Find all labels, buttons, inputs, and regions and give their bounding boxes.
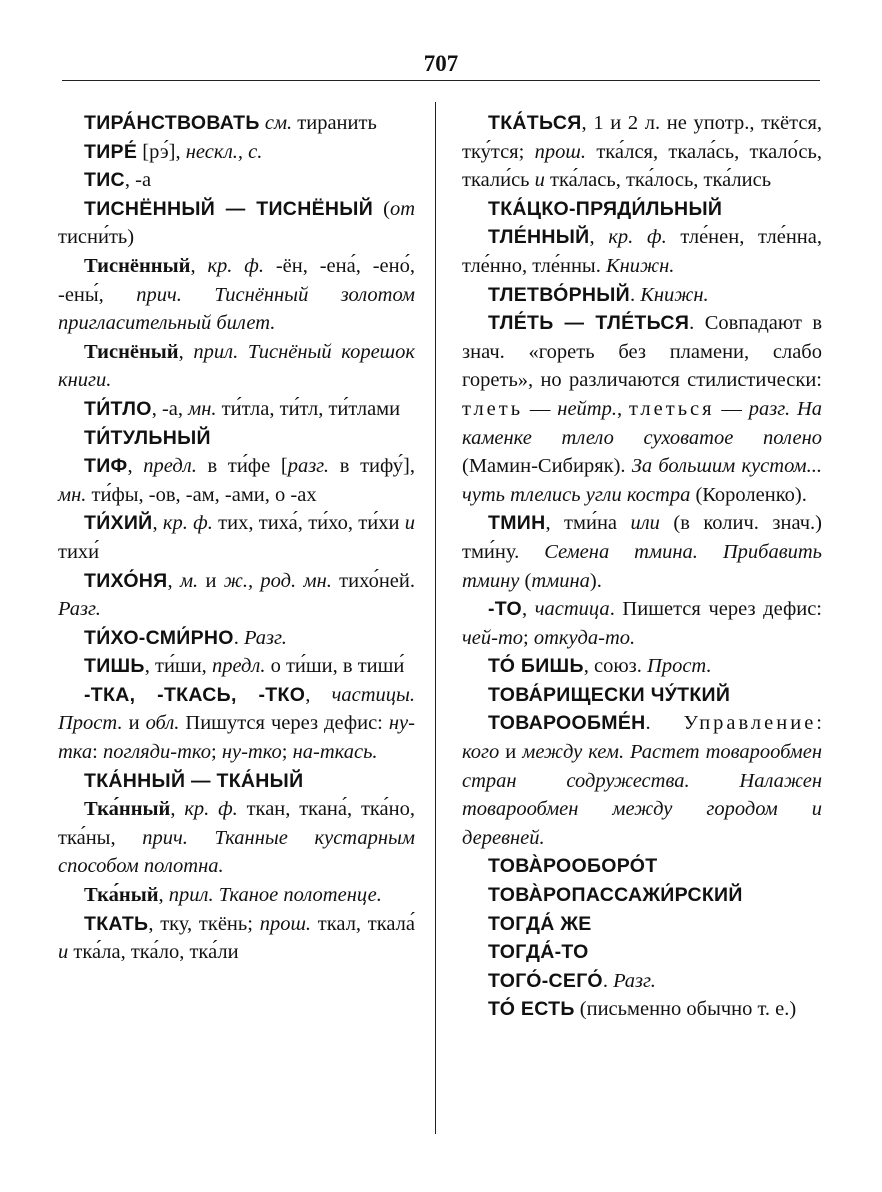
dictionary-entry xyxy=(462,652,822,681)
dictionary-entry xyxy=(462,938,822,967)
entry-text: в ти́фе [ xyxy=(196,455,288,478)
entry-text: [рэ́], xyxy=(137,140,186,163)
entry-text: . xyxy=(233,626,244,649)
entry-text: тка́ла, тка́ло, тка́ли xyxy=(68,941,239,964)
entry-text: , xyxy=(190,254,208,277)
italic-text: нескл., с. xyxy=(185,140,263,163)
dictionary-entry xyxy=(58,624,415,653)
entry-text: тиранить xyxy=(292,112,377,134)
dictionary-entry xyxy=(462,223,822,280)
headword: -ТО xyxy=(488,598,522,621)
entry-text: , -а xyxy=(124,169,152,192)
entry-text: ткал, ткала́ xyxy=(311,912,416,935)
dictionary-entry xyxy=(58,567,415,624)
entry-text: и xyxy=(198,569,224,592)
headword: ТОВА́РИЩЕСКИ ЧУ́ТКИЙ xyxy=(488,683,731,706)
entry-text: . Совпадают в знач. «гореть без пламени, слабо гореть», но различаются стилистически: xyxy=(462,312,823,392)
headword: ТО́ БИШЬ xyxy=(488,655,584,678)
italic-text: или xyxy=(630,512,660,535)
headword: ТИ́ХО-СМИ́РНО xyxy=(84,626,234,649)
entry-text: , тми́на xyxy=(545,512,631,535)
dictionary-entry xyxy=(462,309,822,509)
entry-text: . xyxy=(630,283,641,306)
entry-text: ( xyxy=(373,197,390,220)
headword: ТИХО́НЯ xyxy=(84,569,168,592)
entry-text: тихо́ней. xyxy=(331,569,415,592)
italic-text: кр. ф. xyxy=(608,226,667,249)
entry-text: , союз. xyxy=(583,655,648,678)
dictionary-entry xyxy=(58,652,415,681)
headword: ТИ́ТЛО xyxy=(84,397,152,420)
italic-text: тмина xyxy=(531,569,590,592)
entry-text: (Короленко). xyxy=(690,483,807,506)
italic-text: прич. Тканные кустарным способом полотна. xyxy=(58,826,415,878)
dictionary-entry xyxy=(58,795,415,881)
italic-text: чей-то xyxy=(462,626,524,649)
italic-text: Разг. xyxy=(243,626,287,649)
italic-text: прил. Тиснёный корешок книги. xyxy=(58,340,415,392)
italic-text: ж., род. мн. xyxy=(223,569,332,592)
headword: ТКА́ННЫЙ — ТКА́НЫЙ xyxy=(84,769,304,792)
entry-text: , xyxy=(589,226,609,249)
entry-text: ( xyxy=(519,569,532,592)
spaced-text: тлеться xyxy=(628,397,715,420)
headword: ТКА́ЦКО-ПРЯДИ́ЛЬНЫЙ xyxy=(488,197,723,220)
dictionary-entry xyxy=(462,709,822,852)
italic-text: откуда-то. xyxy=(533,626,636,649)
entry-text: , xyxy=(178,340,194,363)
dictionary-entry xyxy=(58,424,415,453)
italic-text: частицы. Прост. xyxy=(58,683,416,735)
entry-text: тле́нен, тле́нна, тле́нно, тле́нны. xyxy=(462,226,823,277)
entry-text: , ти́ши, xyxy=(144,655,212,678)
headword: ТО́ ЕСТЬ xyxy=(488,998,575,1021)
headword: ТЛЕТВО́РНЫЙ xyxy=(488,283,630,306)
headword: ТЛЕ́ТЬ — ТЛЕ́ТЬСЯ xyxy=(488,312,690,335)
entry-text: : xyxy=(92,741,103,764)
entry-text: тка́лся, ткала́сь, ткало́сь, ткали́сь xyxy=(462,140,822,192)
italic-text: предл. xyxy=(211,655,266,678)
italic-text: Книжн. xyxy=(605,254,675,277)
spaced-text: тлеть xyxy=(462,397,524,420)
entry-text: , -а, xyxy=(151,397,189,420)
entry-text: , xyxy=(170,798,185,821)
dictionary-entry xyxy=(58,395,415,424)
entry-text: — xyxy=(714,397,749,420)
right-column xyxy=(462,109,822,1024)
entry-text: . Пишется через дефис: xyxy=(609,598,822,621)
italic-text: между кем. Растет товарообмен стран содружества. Налажен товарообмен между городом и деревней. xyxy=(462,741,822,849)
italic-text: прош. xyxy=(534,140,586,163)
headword: ТИ́ТУЛЬНЫЙ xyxy=(84,426,211,449)
subentry-word: Тка́нный xyxy=(84,798,171,821)
entry-text: ; xyxy=(281,741,293,764)
headword: ТИРЕ́ xyxy=(84,140,138,163)
italic-text: и xyxy=(58,941,69,964)
entry-text: : xyxy=(816,712,822,735)
italic-text: Книжн. xyxy=(640,283,709,306)
page-number: 707 xyxy=(423,51,459,76)
italic-text: частица xyxy=(534,598,610,621)
italic-text: см. xyxy=(264,112,293,134)
entry-text: ти́фы, -ов, -ам, -ами, о -ах xyxy=(86,483,317,506)
dictionary-entry xyxy=(58,166,415,195)
italic-text: кр. ф. xyxy=(207,254,264,277)
italic-text: обл. xyxy=(145,712,180,735)
subentry-word: Тиснёный xyxy=(84,340,179,363)
dictionary-entry xyxy=(58,910,415,967)
entry-text: , xyxy=(305,683,332,706)
dictionary-entry xyxy=(58,509,415,566)
dictionary-entry xyxy=(462,195,822,224)
italic-text: мн. xyxy=(188,397,217,420)
italic-text: предл. xyxy=(143,455,197,478)
entry-text: , тку, ткёнь; xyxy=(148,912,260,935)
italic-text: ну-тко xyxy=(221,741,282,764)
headword: ТИС xyxy=(84,169,125,192)
dictionary-entry xyxy=(462,967,822,996)
dictionary-entry xyxy=(58,681,415,767)
entry-text: тисни́ть) xyxy=(58,226,135,249)
entry-text: , xyxy=(616,397,629,420)
dictionary-entry xyxy=(462,910,822,939)
italic-text: м. xyxy=(179,569,199,592)
headword: ТОВА̀РОПАССАЖИ́РСКИЙ xyxy=(488,884,743,907)
italic-text: кр. ф. xyxy=(162,512,213,535)
dictionary-entry xyxy=(462,281,822,310)
entry-text: , xyxy=(152,512,163,535)
dictionary-entry xyxy=(462,852,822,881)
italic-text: Разг. xyxy=(58,598,101,621)
entry-text: , xyxy=(158,884,169,907)
column-divider xyxy=(435,102,436,1134)
italic-text: Прост. xyxy=(647,655,712,678)
italic-text: от xyxy=(389,197,415,220)
entry-text: , xyxy=(127,455,144,478)
dictionary-entry xyxy=(58,195,415,252)
entry-text: . xyxy=(602,969,614,992)
headword: ТИ́ХИЙ xyxy=(84,512,153,535)
headword: ТМИН xyxy=(488,512,546,535)
entry-text: и xyxy=(122,712,146,735)
italic-text: и xyxy=(534,169,545,192)
entry-text: ; xyxy=(523,626,534,649)
headword: ТОВАРООБМЕ́Н xyxy=(488,712,646,735)
headword: ТОВА̀РООБОРО́Т xyxy=(488,855,658,878)
headword: ТОГДА́-ТО xyxy=(488,941,589,964)
entry-text: (в колич. знач.) тми́ну. xyxy=(462,512,822,563)
entry-text: . xyxy=(645,712,684,735)
dictionary-entry xyxy=(58,881,415,910)
italic-text: и xyxy=(404,512,415,535)
entry-text: тихи́ xyxy=(58,540,100,563)
entry-text: в тифу́], xyxy=(329,455,415,478)
italic-text: мн. xyxy=(58,483,87,506)
entry-text: ; xyxy=(210,741,222,764)
italic-text: прич. Тиснённый золотом пригласительный билет. xyxy=(58,283,416,335)
entry-text: (письменно обычно т. е.) xyxy=(574,998,797,1021)
italic-text: прош. xyxy=(259,912,312,935)
headword: ТИРА́НСТВОВАТЬ xyxy=(84,112,260,134)
spaced-text: Управление xyxy=(683,712,817,735)
dictionary-entry xyxy=(58,452,415,509)
entry-text: , xyxy=(167,569,180,592)
italic-text: разг. xyxy=(287,455,330,478)
headword: ТЛЕ́ННЫЙ xyxy=(488,226,590,249)
subentry-word: Тка́ный xyxy=(84,884,159,907)
header-rule xyxy=(62,80,820,81)
headword: ТИФ xyxy=(84,455,128,478)
italic-text: прил. Тканое полотенце. xyxy=(168,884,382,907)
entry-text: и xyxy=(499,741,523,764)
dictionary-entry xyxy=(58,338,415,395)
italic-text: кого xyxy=(462,741,500,764)
entry-text: , 1 и 2 л. не употр., ткётся, тку́тся; xyxy=(462,112,822,163)
dictionary-entry xyxy=(462,109,822,195)
dictionary-entry xyxy=(58,767,415,796)
dictionary-entry xyxy=(58,252,415,338)
dictionary-entry xyxy=(58,109,415,138)
italic-text: разг. На каменке тлело суховатое полено xyxy=(462,397,823,449)
italic-text: ну-тка xyxy=(58,712,415,764)
left-column xyxy=(58,109,415,967)
entry-text: — xyxy=(523,397,558,420)
dictionary-entry xyxy=(58,138,415,167)
italic-text: погляди-тко xyxy=(102,741,211,764)
entry-text: тка́лась, тка́лось, тка́лись xyxy=(544,169,772,192)
italic-text: За большим кустом... чуть тлелись угли костра xyxy=(462,455,822,506)
headword: ТИСНЁННЫЙ — ТИСНЁНЫЙ xyxy=(84,197,374,220)
italic-text: на-ткась. xyxy=(292,741,378,764)
italic-text: нейтр. xyxy=(557,397,617,420)
entry-text: ). xyxy=(589,569,602,592)
italic-text: Семена тмина. Прибавить тмину xyxy=(462,540,822,592)
headword: ТКА́ТЬСЯ xyxy=(488,112,582,134)
dictionary-entry xyxy=(462,995,822,1024)
entry-text: ткан, ткана́, тка́но, тка́ны, xyxy=(58,798,415,849)
entry-text: тих, тиха́, ти́хо, ти́хи xyxy=(212,512,405,535)
entry-text: (Мамин-Сибиряк). xyxy=(462,455,632,478)
italic-text: кр. ф. xyxy=(184,798,238,821)
entry-text: -ён, -ена́, -ено́, -ены́, xyxy=(58,254,415,306)
entry-text: ти́тла, ти́тл, ти́тлами xyxy=(216,397,401,420)
headword: ТКАТЬ xyxy=(84,912,149,935)
headword: ТОГДА́ ЖЕ xyxy=(488,912,592,935)
subentry-word: Тиснённый xyxy=(84,254,191,277)
dictionary-entry xyxy=(462,509,822,595)
headword: ТОГО́-СЕГО́ xyxy=(488,969,603,992)
entry-text: о ти́ши, в тиши́ xyxy=(265,655,405,678)
entry-text: Пишутся через дефис: xyxy=(179,712,389,735)
headword: ТИШЬ xyxy=(84,655,145,678)
headword: -ТКА, -ТКАСЬ, -ТКО xyxy=(84,683,306,706)
dictionary-entry xyxy=(462,681,822,710)
italic-text: Разг. xyxy=(613,969,656,992)
entry-text: , xyxy=(522,598,535,621)
dictionary-entry xyxy=(462,595,822,652)
dictionary-entry xyxy=(462,881,822,910)
